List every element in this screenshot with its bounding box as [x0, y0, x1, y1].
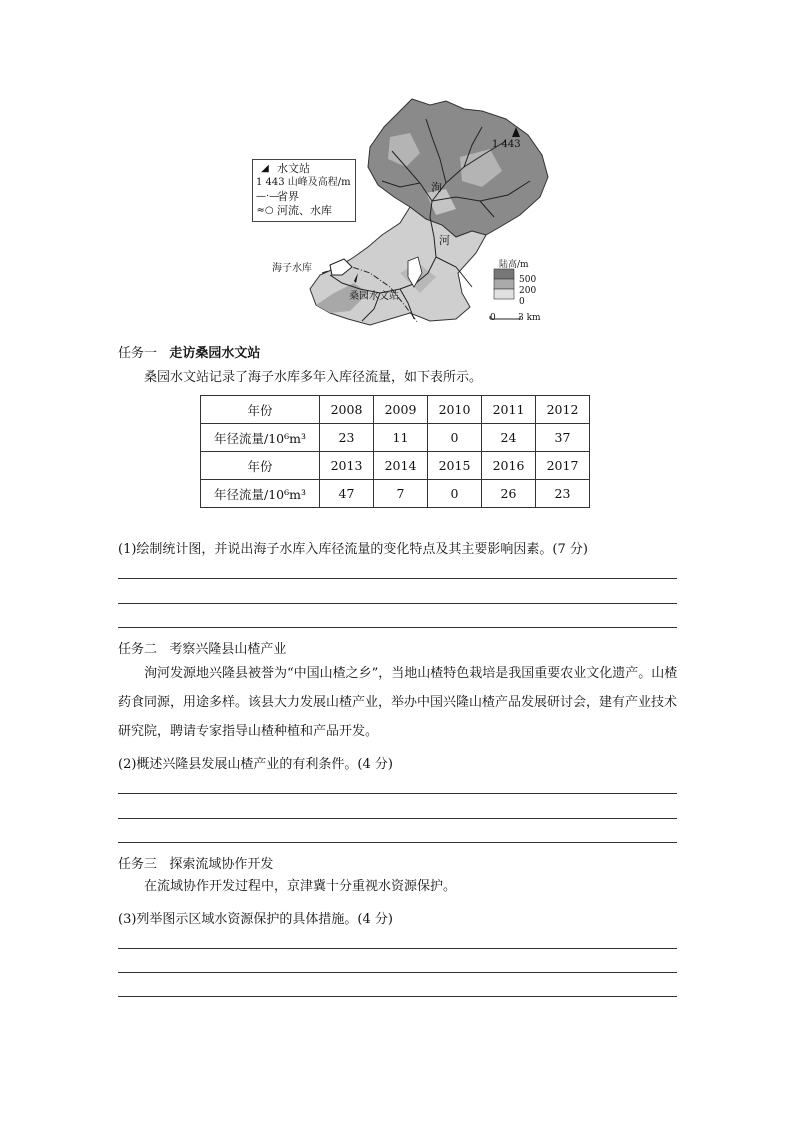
- elevation-legend: [494, 269, 514, 299]
- elevation-level-200: 200: [519, 286, 537, 296]
- answer-line[interactable]: [118, 793, 677, 794]
- table-cell: 11: [374, 424, 428, 452]
- task2-heading: [118, 638, 286, 657]
- hydro-station-icon: ◢: [261, 163, 269, 174]
- table-cell: 2009: [374, 396, 428, 424]
- table-cell: 2008: [320, 396, 374, 424]
- answer-line[interactable]: [118, 842, 677, 843]
- task1-label: 任务一: [118, 346, 158, 361]
- answer-line[interactable]: [118, 948, 677, 949]
- question-2: (2)概述兴隆县发展山楂产业的有利条件。(4 分): [118, 757, 393, 772]
- table-cell: 24: [482, 424, 536, 452]
- table-cell: 26: [482, 480, 536, 508]
- table-header-year: 年份: [201, 452, 320, 480]
- table-header-flow: 年径流量/10⁶m³: [201, 424, 320, 452]
- elevation-legend-title: 陆高/m: [499, 260, 529, 270]
- legend-peak: 1 443 山峰及高程/m: [256, 177, 351, 188]
- table-cell: 2012: [536, 396, 590, 424]
- table-row: [201, 452, 590, 480]
- table-cell: 7: [374, 480, 428, 508]
- answer-line[interactable]: [118, 818, 677, 819]
- table-cell: 2015: [428, 452, 482, 480]
- question-3: (3)列举图示区域水资源保护的具体措施。(4 分): [118, 912, 393, 927]
- table-cell: 47: [320, 480, 374, 508]
- legend-hydro-station: 水文站: [277, 162, 310, 175]
- question-1: (1)绘制统计图，并说出海子水库入库径流量的变化特点及其主要影响因素。(7 分): [118, 542, 588, 557]
- table-cell: 2013: [320, 452, 374, 480]
- table-row: [201, 480, 590, 508]
- table-cell: 2011: [482, 396, 536, 424]
- table-cell: 37: [536, 424, 590, 452]
- answer-line[interactable]: [118, 603, 677, 604]
- station-label: 桑园水文站: [349, 291, 399, 302]
- elevation-level-500: 500: [519, 275, 537, 285]
- scale-start: 0: [490, 313, 496, 323]
- table-cell: 2016: [482, 452, 536, 480]
- table-row: [201, 424, 590, 452]
- table-cell: 2017: [536, 452, 590, 480]
- table-header-flow: 年径流量/10⁶m³: [201, 480, 320, 508]
- table-cell: 2010: [428, 396, 482, 424]
- legend-river-reservoir: 河流、水库: [277, 204, 332, 217]
- table-row: [201, 396, 590, 424]
- boundary-line-icon: —·—: [256, 191, 280, 202]
- table-cell: 0: [428, 424, 482, 452]
- task1-intro: 桑园水文站记录了海子水库多年入库径流量，如下表所示。: [144, 370, 483, 385]
- answer-line[interactable]: [118, 627, 677, 628]
- upper-basin-relief: [368, 99, 548, 237]
- task1-title: 走访桑园水文站: [169, 346, 261, 361]
- task3-heading: [118, 853, 273, 872]
- table-header-year: 年份: [201, 396, 320, 424]
- answer-line[interactable]: [118, 996, 677, 997]
- peak-elevation-label: 1 443: [492, 139, 521, 150]
- map-legend: [252, 159, 356, 222]
- river-reservoir-icon: ≈○: [256, 205, 274, 216]
- river-label-he: 河: [439, 234, 450, 247]
- task1-heading: [118, 342, 260, 361]
- river-label-xun: 洵: [431, 181, 442, 194]
- answer-line[interactable]: [118, 972, 677, 973]
- task3-label: 任务三: [118, 857, 158, 872]
- scale-end: 3 km: [518, 313, 541, 323]
- task2-paragraph: 洵河发源地兴隆县被誉为“中国山楂之乡”，当地山楂特色栽培是我国重要农业文化遗产。山楂药食同源，用途多样。该县大力发展山楂产业，举办中国兴隆山楂产品发展研讨会，建有产业技术研究院，聘请专家指导山楂种植和产品开发。: [118, 666, 678, 739]
- task3-paragraph: 在流域协作开发过程中，京津冀十分重视水资源保护。: [144, 879, 457, 894]
- answer-line[interactable]: [118, 578, 677, 579]
- table-cell: 2014: [374, 452, 428, 480]
- table-cell: 23: [536, 480, 590, 508]
- table-cell: 0: [428, 480, 482, 508]
- task3-title: 探索流域协作开发: [169, 857, 274, 872]
- reservoir-label: 海子水库: [272, 263, 312, 274]
- elevation-level-0: 0: [519, 297, 525, 307]
- task2-label: 任务二: [118, 642, 158, 657]
- table-cell: 23: [320, 424, 374, 452]
- task2-title: 考察兴隆县山楂产业: [169, 642, 287, 657]
- runoff-table: [200, 395, 590, 508]
- legend-boundary: 省界: [277, 190, 299, 203]
